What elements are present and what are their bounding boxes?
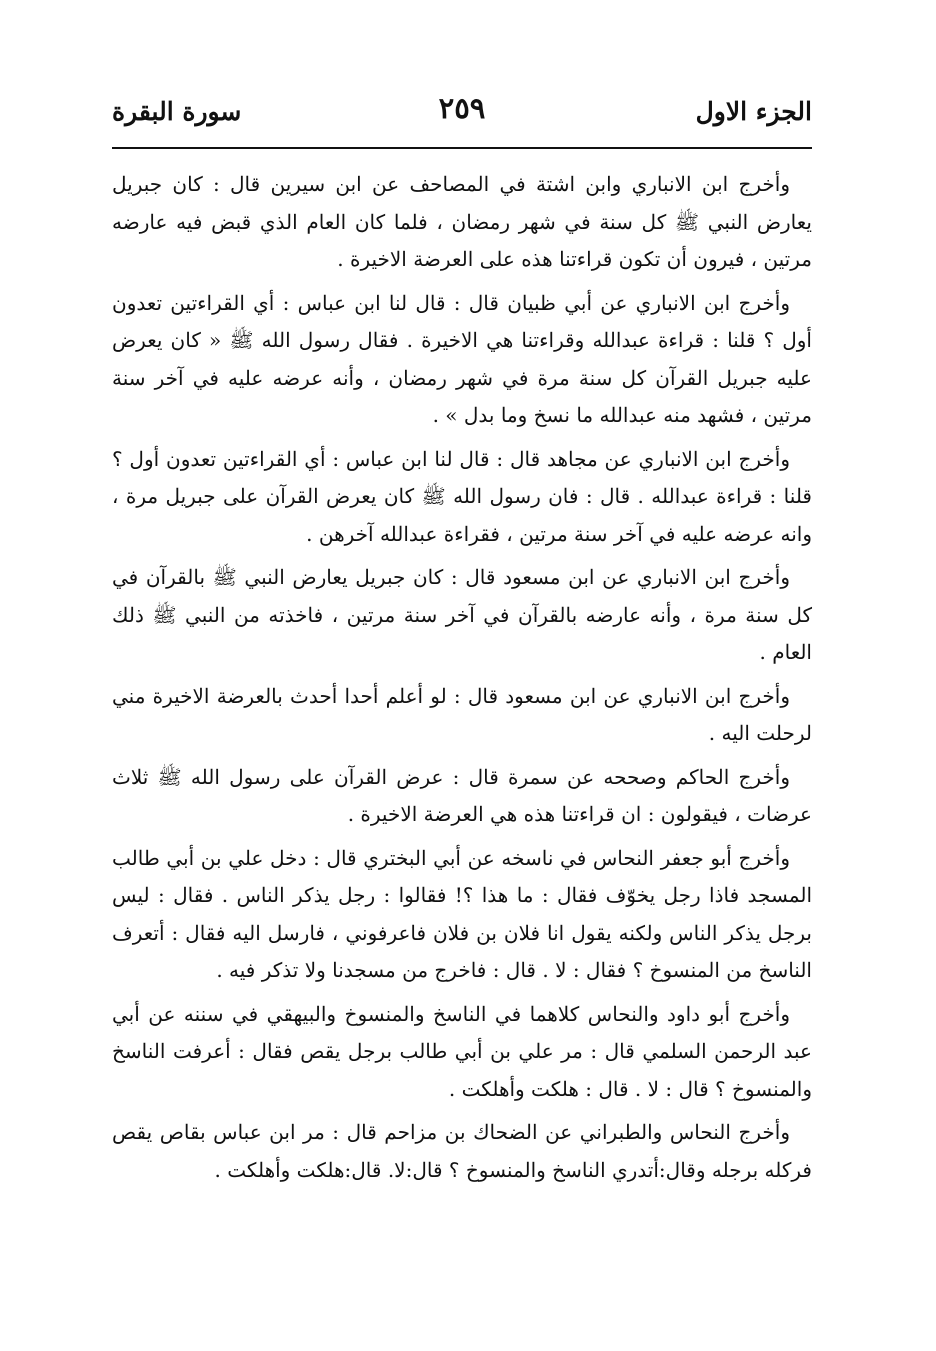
page-body <box>112 166 812 1195</box>
paragraph-8: وأخرج أبو داود والنحاس كلاهما في الناسخ والمنسوخ والبيهقي في سننه عن أبي عبد الرحمن السلمي قال : مر علي بن أبي طالب برجل يقص فقال : أعرفت الناسخ والمنسوخ ؟ قال : لا . قال : هلكت وأهلكت . <box>112 1001 812 1101</box>
paragraph-3: وأخرج ابن الانباري عن مجاهد قال : قال لنا ابن عباس : أي القراءتين تعدون أول ؟ قلنا : قراءة عبدالله . قال : فان رسول الله ﷺ كان يعرض القرآن على جبريل مرة ، وانه عرضه عليه في آخر سنة مرتين ، فقراءة عبدالله آخرهن . <box>112 446 812 546</box>
header-divider <box>112 147 812 149</box>
surah-title: سورة البقرة <box>112 97 242 126</box>
page-header <box>112 92 812 132</box>
paragraph-7: وأخرج أبو جعفر النحاس في ناسخه عن أبي البختري قال : دخل علي بن أبي طالب المسجد فاذا رجل يخوّف فقال : ما هذا ؟! فقالوا : رجل يذكر الناس . فقال : ليس برجل يذكر الناس ولكنه يقول انا فلان بن فلان فاعرفوني ، فارسل اليه فقال : أتعرف الناسخ من المنسوخ ؟ فقال : لا . قال : فاخرج من مسجدنا ولا تذكر فيه . <box>112 845 812 982</box>
paragraph-1: وأخرج ابن الانباري وابن اشتة في المصاحف عن ابن سيرين قال : كان جبريل يعارض النبي ﷺ كل سنة في شهر رمضان ، فلما كان العام الذي قبض فيه عارضه مرتين ، فيرون أن تكون قراءتنا هذه على العرضة الاخيرة . <box>112 172 812 271</box>
paragraph-2: وأخرج ابن الانباري عن أبي ظبيان قال : قال لنا ابن عباس : أي القراءتين تعدون أول ؟ قلنا : قراءة عبدالله وقراءتنا هي الاخيرة . فقال رسول الله ﷺ « كان يعرض عليه جبريل القرآن كل سنة مرة في شهر رمضان ، وأنه عرضه عليه في آخر سنة مرتين ، فشهد منه عبدالله ما نسخ وما بدل » . <box>112 290 812 427</box>
paragraph-4: وأخرج ابن الانباري عن ابن مسعود قال : كان جبريل يعارض النبي ﷺ بالقرآن في كل سنة مرة ، وأنه عارضه بالقرآن في آخر سنة مرتين ، فاخذته من النبي ﷺ ذلك العام . <box>112 565 812 664</box>
paragraph-5: وأخرج ابن الانباري عن ابن مسعود قال : لو أعلم أحدا أحدث بالعرضة الاخيرة مني لرحلت اليه . <box>112 683 812 745</box>
paragraph-9: وأخرج النحاس والطبراني عن الضحاك بن مزاحم قال : مر ابن عباس بقاص يقص فركله برجله وقال:أتدري الناسخ والمنسوخ ؟ قال:لا. قال:هلكت وأهلكت . <box>112 1120 812 1182</box>
paragraph-6: وأخرج الحاكم وصححه عن سمرة قال : عرض القرآن على رسول الله ﷺ ثلاث عرضات ، فيقولون : ان قراءتنا هذه هي العرضة الاخيرة . <box>112 764 812 826</box>
page-number: ٢٥٩ <box>438 91 486 125</box>
part-title: الجزء الاول <box>695 97 812 126</box>
